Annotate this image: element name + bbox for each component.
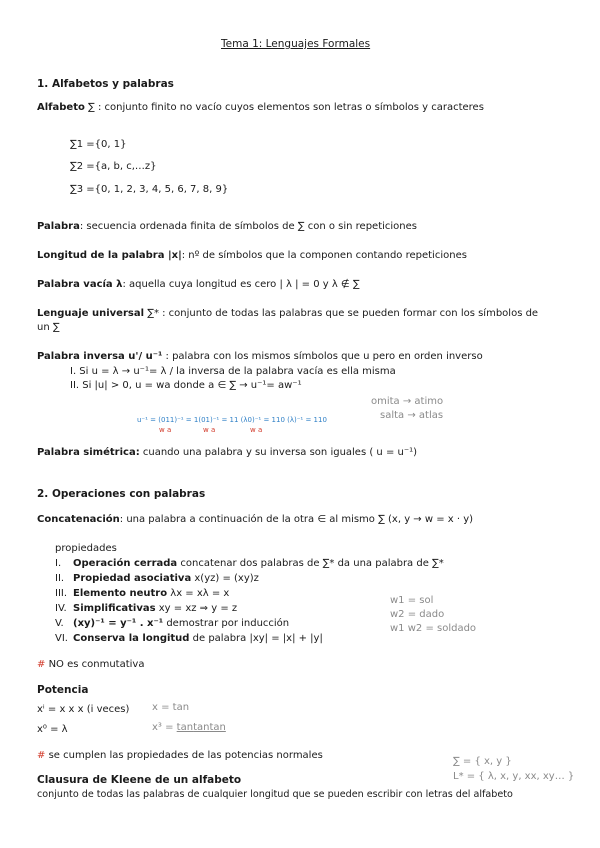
alfabeto-text: ∑ : conjunto finito no vacío cuyos elementos son letras o símbolos y caracteres <box>84 102 484 113</box>
property-2 <box>55 573 259 585</box>
property-6-text: de palabra |xy| = |x| + |y| <box>189 633 323 644</box>
inversa-rule-i: I. Si u = λ → u⁻¹= λ / la inversa de la palabra vacía es ella misma <box>70 366 396 377</box>
section-1-heading: 1. Alfabetos y palabras <box>37 78 174 90</box>
property-5-text: demostrar por inducción <box>163 618 290 629</box>
example-w2: w2 = dado <box>390 609 445 620</box>
property-4 <box>55 603 237 615</box>
property-6-num: VI. <box>55 633 68 644</box>
kleene-heading: Clausura de Kleene de un alfabeto <box>37 774 242 786</box>
potencia-example-x: x = tan <box>152 702 190 713</box>
potencia-def-1: xⁱ = x x x (i veces) <box>37 704 130 715</box>
vacia-term: Palabra vacía λ <box>37 279 123 290</box>
sigma-1: ∑1 ={0, 1} <box>70 139 127 150</box>
property-4-text: xy = xz ⇒ y = z <box>155 603 238 614</box>
potencia-def-2: x⁰ = λ <box>37 724 68 735</box>
property-2-num: II. <box>55 573 65 584</box>
property-6-term: Conserva la longitud <box>73 633 190 644</box>
alfabeto-definition <box>37 102 484 114</box>
x3-tan-1: tan <box>176 722 194 733</box>
inverse-example-wa-3: w a <box>250 426 263 434</box>
sigma-3: ∑3 ={0, 1, 2, 3, 4, 5, 6, 7, 8, 9} <box>70 184 229 195</box>
simetrica-term: Palabra simétrica: <box>37 447 140 458</box>
longitud-term: Longitud de la palabra |x| <box>37 250 182 261</box>
note-omita: omita → atimo <box>371 396 444 407</box>
palabra-text: : secuencia ordenada finita de símbolos de ∑ con o sin repeticiones <box>79 221 417 232</box>
property-4-term: Simplificativas <box>73 603 156 614</box>
example-w1w2: w1 w2 = soldado <box>390 623 477 634</box>
inverse-example: u⁻¹ = (011)⁻¹ = 1(01)⁻¹ = 11 (λ0)⁻¹ = 110 (λ)⁻¹ = 110 <box>137 416 327 424</box>
x3-prefix: x³ = <box>152 722 177 733</box>
note-salta: salta → atlas <box>380 410 444 421</box>
property-1-term: Operación cerrada <box>73 558 178 569</box>
potencia-heading: Potencia <box>37 684 89 696</box>
kleene-example-lstar: L* = { λ, x, y, xx, xy… } <box>453 771 575 782</box>
concatenacion-text: : una palabra a continuación de la otra ∈ al mismo ∑ (x, y → w = x · y) <box>119 514 474 525</box>
hash-mark-2: # <box>37 750 46 761</box>
universal-text: ∑* : conjunto de todas las palabras que se pueden formar con los símbolos de <box>144 308 539 319</box>
palabra-definition <box>37 221 417 233</box>
property-3-term: Elemento neutro <box>73 588 168 599</box>
property-3-text: λx = xλ = x <box>167 588 230 599</box>
universal-term: Lenguaje universal <box>37 308 145 319</box>
inversa-term: Palabra inversa u'/ u⁻¹ <box>37 351 163 362</box>
sigma-2: ∑2 ={a, b, c,…z} <box>70 161 157 172</box>
property-5 <box>55 618 289 630</box>
inverse-example-wa-1: w a <box>159 426 172 434</box>
inversa-text: : palabra con los mismos símbolos que u pero en orden inverso <box>162 351 483 362</box>
property-2-text: x(yz) = (xy)z <box>191 573 259 584</box>
property-5-term: (xy)⁻¹ = y⁻¹ . x⁻¹ <box>73 618 164 629</box>
property-1-text: concatenar dos palabras de ∑* da una palabra de ∑* <box>177 558 444 569</box>
hash-mark-1: # <box>37 659 46 670</box>
property-2-term: Propiedad asociativa <box>73 573 192 584</box>
kleene-example-sigma: ∑ = { x, y } <box>453 756 512 767</box>
property-5-num: V. <box>55 618 64 629</box>
alfabeto-term: Alfabeto <box>37 102 85 113</box>
simetrica-text: cuando una palabra y su inversa son iguales ( u = u⁻¹) <box>139 447 418 458</box>
property-4-num: IV. <box>55 603 67 614</box>
property-3 <box>55 588 229 600</box>
cumplen-text: se cumplen las propiedades de las potencias normales <box>45 750 323 761</box>
no-conmutativa-note <box>37 659 144 671</box>
section-2-heading: 2. Operaciones con palabras <box>37 488 206 500</box>
x3-tan-3: tan <box>209 722 226 733</box>
property-3-num: III. <box>55 588 68 599</box>
palabra-term: Palabra <box>37 221 80 232</box>
propiedades-label: propiedades <box>55 543 117 554</box>
inversa-definition <box>37 351 483 363</box>
no-conmutativa-text: NO es conmutativa <box>45 659 145 670</box>
longitud-text: : nº de símbolos que la componen contando repeticiones <box>181 250 467 261</box>
vacia-text: : aquella cuya longitud es cero | λ | = 0 y λ ∉ ∑ <box>122 279 360 290</box>
page-title: Tema 1: Lenguajes Formales <box>221 38 371 50</box>
concatenacion-definition <box>37 514 473 526</box>
potencia-example-x3 <box>152 722 226 734</box>
potencia-propiedades-note <box>37 750 323 762</box>
simetrica-definition <box>37 447 417 459</box>
universal-definition <box>37 308 538 320</box>
property-1-num: I. <box>55 558 62 569</box>
example-w1: w1 = sol <box>390 595 434 606</box>
kleene-definition: conjunto de todas las palabras de cualquier longitud que se pueden escribir con letras del alfabeto <box>37 789 513 800</box>
inverse-example-wa-2: w a <box>203 426 216 434</box>
x3-tan-2: tan <box>193 722 210 733</box>
inversa-rule-ii: II. Si |u| > 0, u = wa donde a ∈ ∑ → u⁻¹= aw⁻¹ <box>70 380 302 391</box>
concatenacion-term: Concatenación <box>37 514 120 525</box>
property-1 <box>55 558 444 570</box>
universal-definition-cont: un ∑ <box>37 322 60 333</box>
property-6 <box>55 633 323 645</box>
vacia-definition <box>37 279 360 291</box>
longitud-definition <box>37 250 467 262</box>
